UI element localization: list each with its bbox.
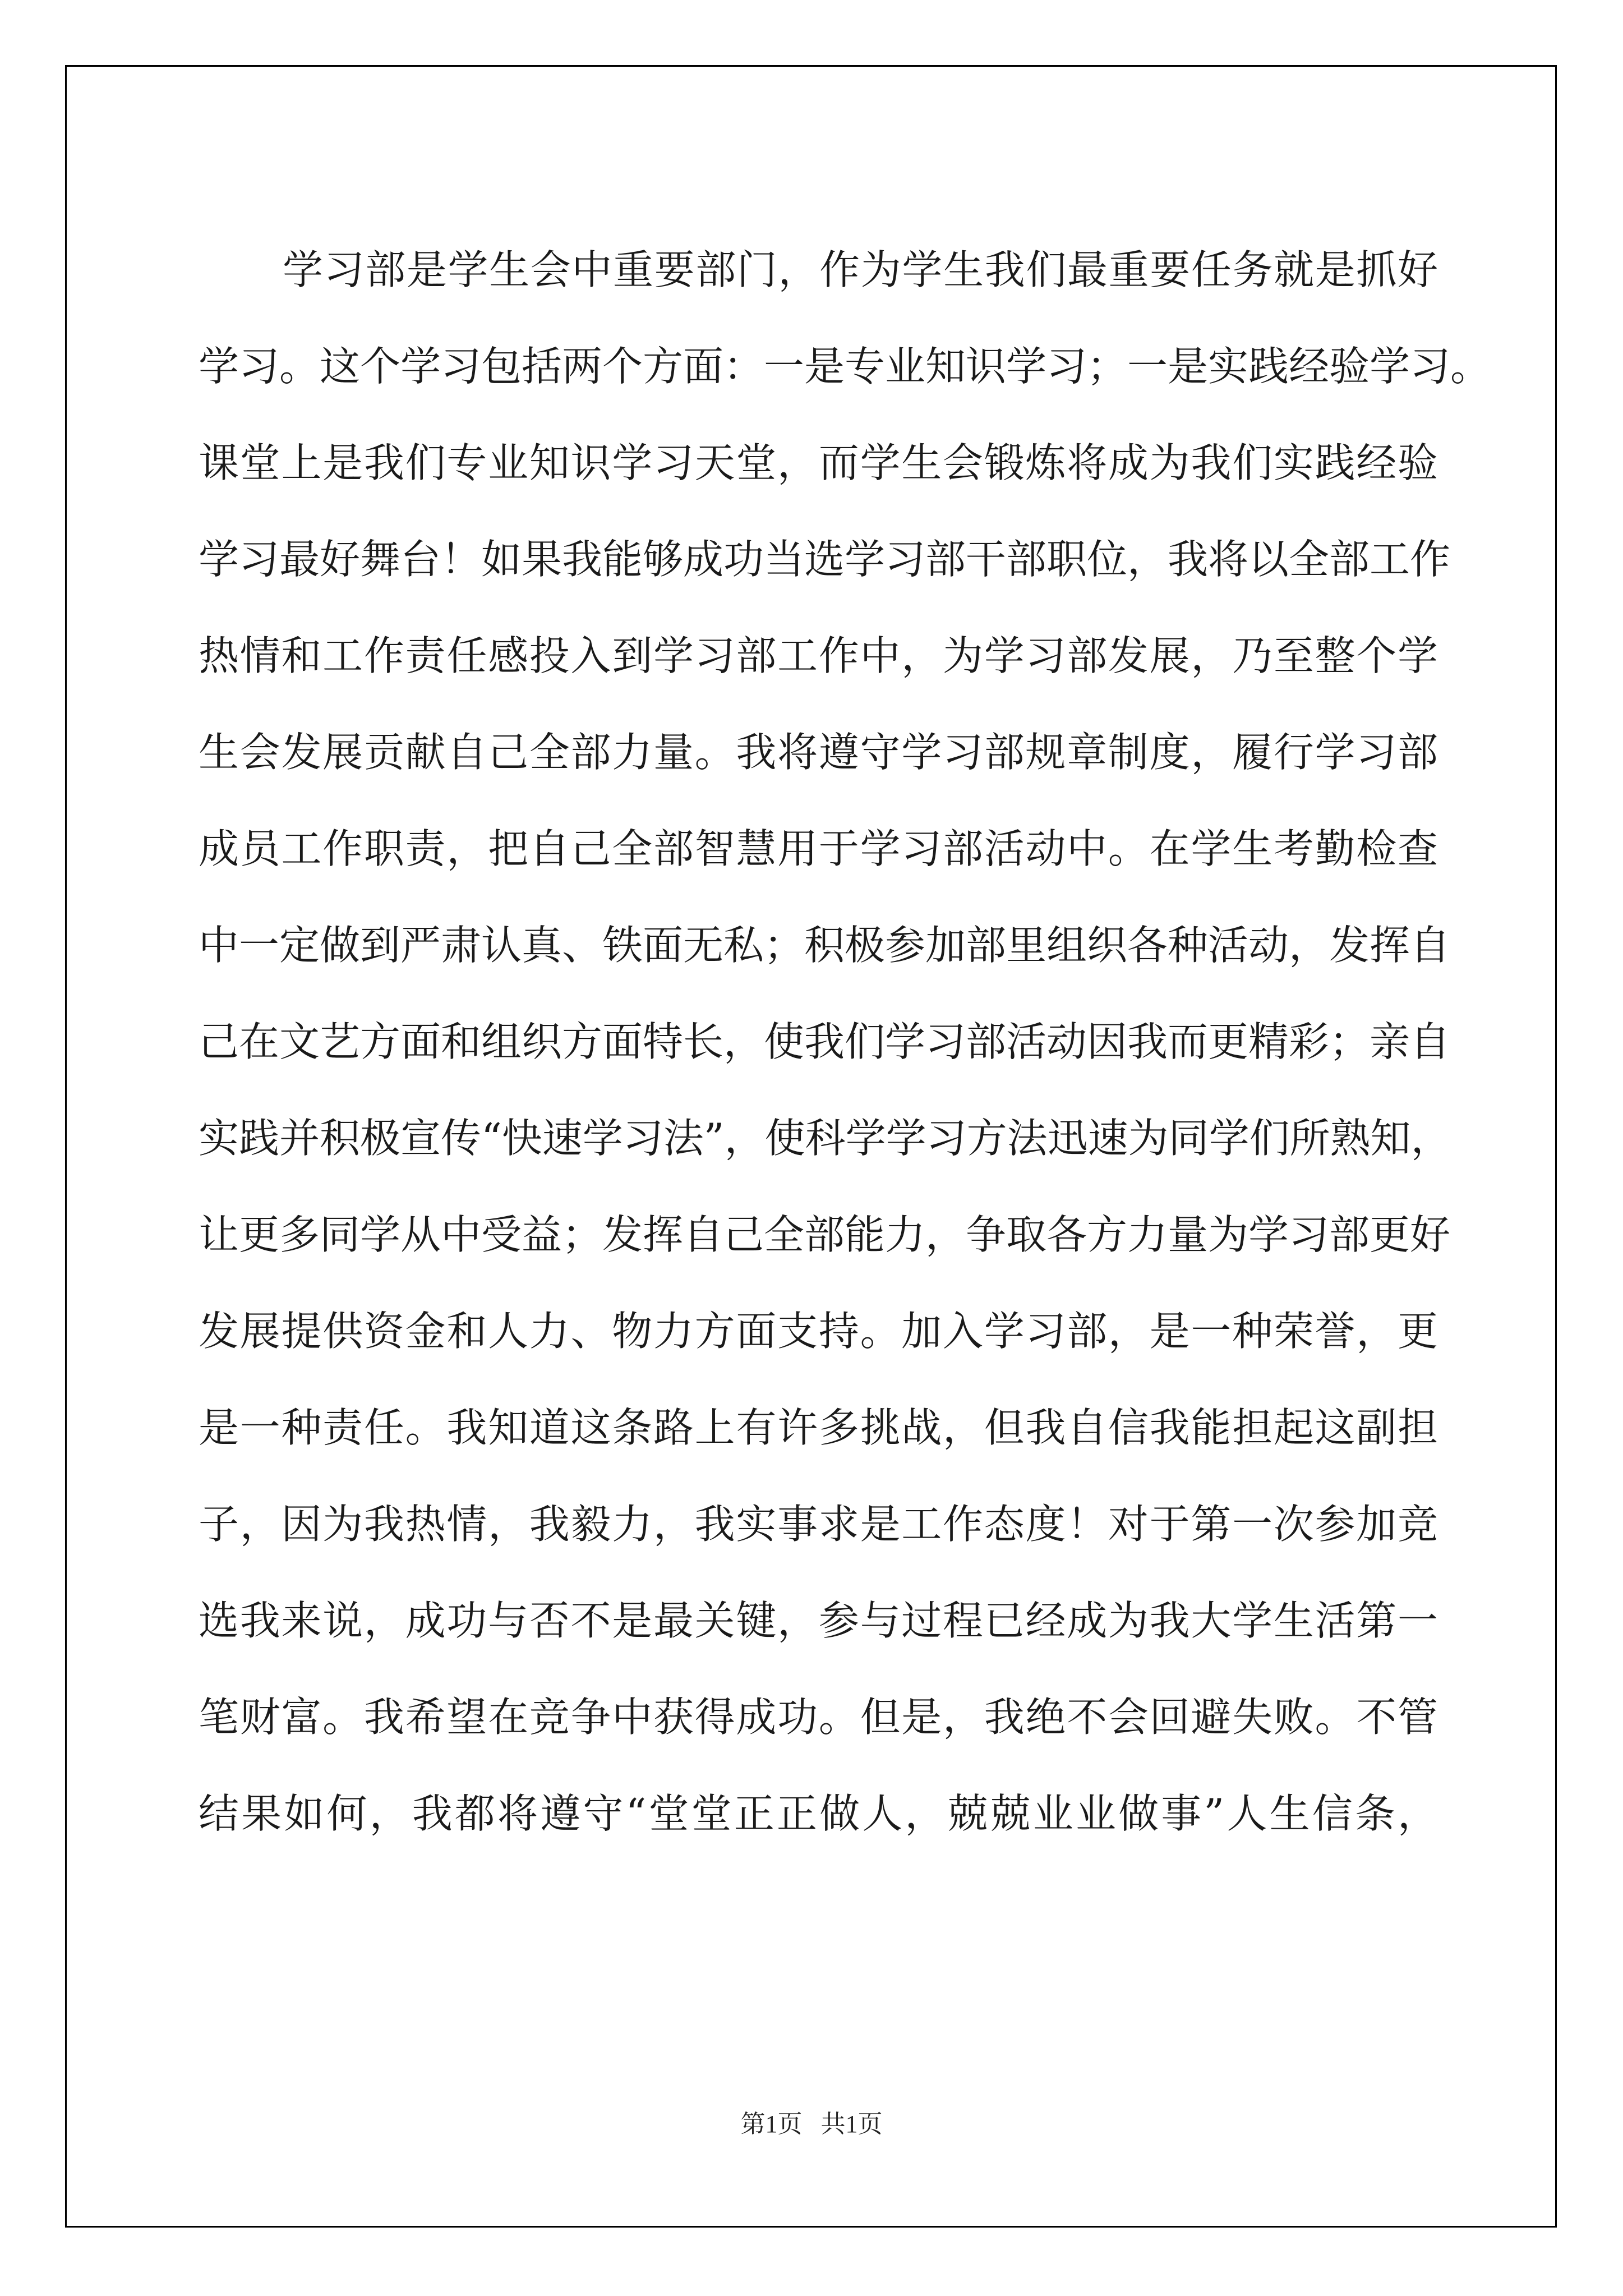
text-line-17: 结果如何，我都将遵守“堂堂正正做人，兢兢业业做事”人生信条， [199,1790,1438,1837]
text-line-5: 热情和工作责任感投入到学习部工作中，为学习部发展，乃至整个学 [199,632,1438,679]
text-line-16: 笔财富。我希望在竞争中获得成功。但是，我绝不会回避失败。不管 [199,1694,1438,1741]
text-line-4: 学习最好舞台！如果我能够成功当选学习部干部职位，我将以全部工作 [199,536,1451,583]
text-line-3: 课堂上是我们专业知识学习天堂，而学生会锻炼将成为我们实践经验 [199,439,1438,486]
text-line-11: 让更多同学从中受益；发挥自己全部能力，争取各方力量为学习部更好 [199,1211,1451,1258]
text-line-6: 生会发展贡献自己全部力量。我将遵守学习部规章制度，履行学习部 [199,729,1438,776]
page-footer [0,2104,1623,2139]
footer-spacer [803,2110,821,2138]
text-line-14: 子，因为我热情，我毅力，我实事求是工作态度！对于第一次参加竞 [199,1501,1438,1548]
text-line-9: 己在文艺方面和组织方面特长，使我们学习部活动因我而更精彩；亲自 [199,1018,1451,1065]
text-line-10: 实践并积极宣传“快速学习法”，使科学学习方法迅速为同学们所熟知， [199,1115,1451,1162]
text-line-1: 学习部是学生会中重要部门，作为学生我们最重要任务就是抓好 [283,246,1438,293]
text-line-7: 成员工作职责，把自己全部智慧用于学习部活动中。在学生考勤检查 [199,825,1438,872]
page-number: 第1页 [740,2110,803,2138]
text-line-2: 学习。这个学习包括两个方面：一是专业知识学习；一是实践经验学习。 [199,343,1491,390]
text-line-8: 中一定做到严肃认真、铁面无私；积极参加部里组织各种活动，发挥自 [199,922,1451,969]
body-paragraph [199,222,1491,1862]
total-pages: 共1页 [820,2110,883,2138]
text-line-15: 选我来说，成功与否不是最关键，参与过程已经成为我大学生活第一 [199,1597,1438,1644]
text-line-12: 发展提供资金和人力、物力方面支持。加入学习部，是一种荣誉，更 [199,1308,1438,1355]
text-line-13: 是一种责任。我知道这条路上有许多挑战，但我自信我能担起这副担 [199,1404,1438,1451]
